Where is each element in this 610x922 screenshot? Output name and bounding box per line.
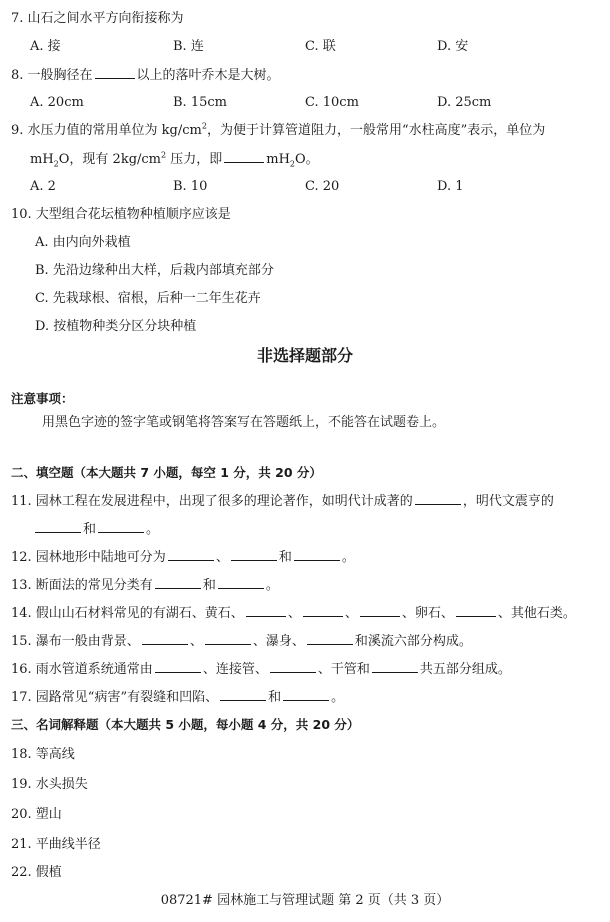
option-d: D. 1 (437, 179, 464, 194)
answer-blank (218, 576, 264, 589)
answer-blank (415, 492, 461, 505)
answer-blank (98, 520, 144, 533)
option-b: B. 连 (173, 39, 204, 54)
option-a: A. 20cm (30, 95, 84, 110)
option-c: C. 联 (305, 39, 336, 54)
option-a: A. 2 (30, 179, 56, 194)
question-16: 16. 雨水管道系统通常由 、连接管、 、干管和 共五部分组成。 (11, 662, 511, 677)
page-footer: 08721# 园林施工与管理试题 第 2 页（共 3 页） (160, 893, 450, 908)
term-item: 21. 平曲线半径 (11, 837, 101, 852)
question-8: 8. 一般胸径在 以上的落叶乔木是大树。 (11, 68, 280, 83)
option-d: D. 25cm (437, 95, 492, 110)
question-9-line-1: 9. 水压力值的常用单位为 $kg/cm^2$，为便于计算管道阻力，一般常用“水柱高度”表示，单位为 (11, 121, 546, 138)
option-c: C. 10cm (305, 95, 359, 110)
question-11-line-1: 11. 园林工程在发展进程中，出现了很多的理论著作，如明代计成著的 ，明代文震亨的 (11, 494, 554, 509)
answer-blank (246, 604, 286, 617)
question-9-line-2: $mH_2O$，现有 $2kg/cm^2$ 压力，即 $mH_2O$。 (30, 150, 319, 169)
answer-blank (220, 688, 266, 701)
question-13: 13. 断面法的常见分类有 和 。 (11, 578, 279, 593)
question-17: 17. 园路常见“病害”有裂缝和凹陷、 和 。 (11, 690, 345, 705)
option-c: C. 先栽球根、宿根，后种一二年生花卉 (35, 291, 261, 306)
term-item: 20. 塑山 (11, 807, 62, 822)
term-item: 19. 水头损失 (11, 777, 88, 792)
answer-blank (168, 548, 214, 561)
answer-blank (303, 604, 343, 617)
answer-blank (372, 660, 418, 673)
answer-blank (307, 632, 353, 645)
option-d: D. 按植物种类分区分块种植 (35, 319, 197, 334)
term-item: 22. 假植 (11, 865, 62, 880)
answer-blank (294, 548, 340, 561)
question-15: 15. 瀑布一般由背景、 、 、瀑身、 和溪流六部分构成。 (11, 634, 472, 649)
option-b: B. 先沿边缘种出大样，后栽内部填充部分 (35, 263, 274, 278)
option-b: B. 10 (173, 179, 208, 194)
answer-blank (283, 688, 329, 701)
option-a: A. 由内向外栽植 (35, 235, 131, 250)
notice-title: 注意事项： (11, 391, 74, 406)
option-a: A. 接 (30, 39, 61, 54)
answer-blank (224, 150, 264, 163)
part2-title: 二、填空题（本大题共 7 小题，每空 1 分，共 20 分） (11, 465, 322, 480)
question-7: 7. 山石之间水平方向衔接称为 (11, 11, 184, 26)
answer-blank (360, 604, 400, 617)
answer-blank (142, 632, 188, 645)
question-12: 12. 园林地形中陆地可分为 、 和 。 (11, 550, 355, 565)
question-11-line-2: 和 。 (33, 520, 159, 539)
answer-blank (35, 520, 81, 533)
answer-blank (155, 576, 201, 589)
answer-blank (95, 66, 135, 79)
option-b: B. 15cm (173, 95, 227, 110)
option-d: D. 安 (437, 39, 469, 54)
question-14: 14. 假山山石材料常见的有湖石、黄石、 、 、 、卵石、 、其他石类。 (11, 606, 576, 621)
answer-blank (270, 660, 316, 673)
part3-title: 三、名词解释题（本大题共 5 小题，每小题 4 分，共 20 分） (11, 717, 360, 732)
answer-blank (231, 548, 277, 561)
option-c: C. 20 (305, 179, 340, 194)
term-item: 18. 等高线 (11, 747, 75, 762)
section-title: 非选择题部分 (256, 346, 353, 365)
question-10: 10. 大型组合花坛植物种植顺序应该是 (11, 207, 231, 222)
answer-blank (205, 632, 251, 645)
notice-body: 用黑色字迹的签字笔或钢笔将答案写在答题纸上，不能答在试题卷上。 (42, 415, 446, 430)
answer-blank (456, 604, 496, 617)
answer-blank (155, 660, 201, 673)
